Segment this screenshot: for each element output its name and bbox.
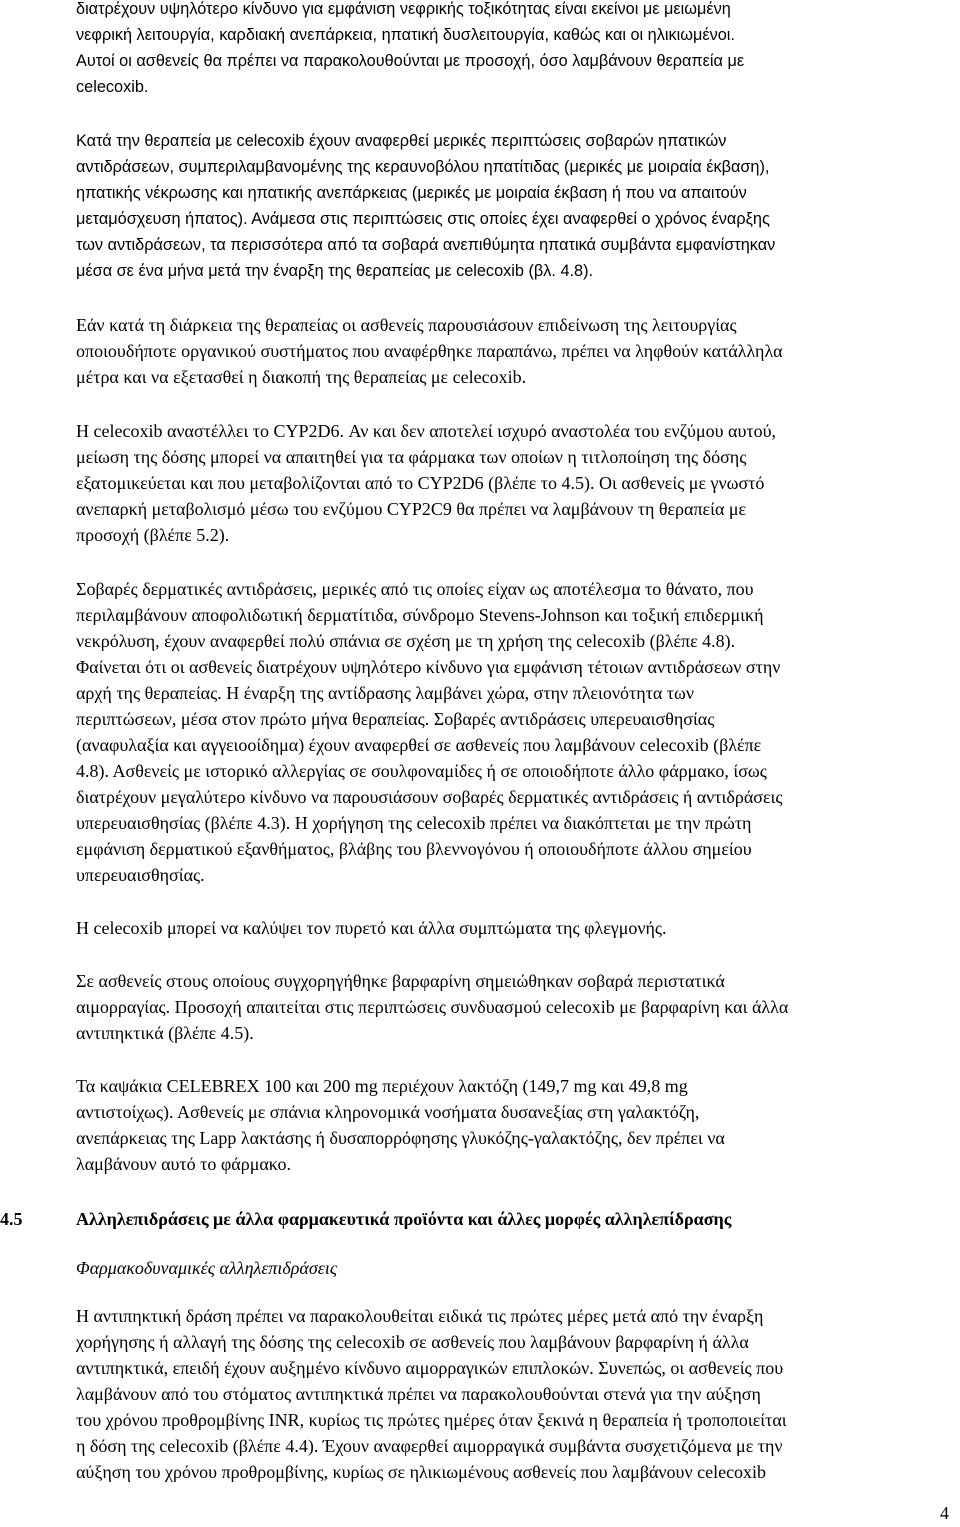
text-line: Η αντιπηκτική δράση πρέπει να παρακολουθείται ειδικά τις πρώτες μέρες μετά από την έναρξη <box>76 1306 764 1326</box>
text-line: Φαίνεται ότι οι ασθενείς διατρέχουν υψηλότερο κίνδυνο για εμφάνιση τέτοιων αντιδράσεων στην <box>76 657 781 677</box>
text-line: υπερευαισθησίας. <box>76 865 205 885</box>
text-line: νεφρική λειτουργία, καρδιακή ανεπάρκεια, ηπατική δυσλειτουργία, καθώς και οι ηλικιωμένοι. <box>76 26 735 44</box>
text-line: αιμορραγίας. Προσοχή απαιτείται στις περιπτώσεις συνδυασμού celecoxib με βαρφαρίνη και άλλα <box>76 997 789 1017</box>
text-line: εξατομικεύεται και που μεταβολίζονται από το CYP2D6 (βλέπε το 4.5). Οι ασθενείς με γνωστό <box>76 473 765 493</box>
text-line: αντιστοίχως). Ασθενείς με σπάνια κληρονομικά νοσήματα δυσανεξίας στη γαλακτόζη, <box>76 1102 700 1122</box>
text-line: μέσα σε ένα μήνα μετά την έναρξη της θεραπείας με celecoxib (βλ. 4.8). <box>76 262 594 280</box>
section-subheading: Φαρμακοδυναμικές αλληλεπιδράσεις <box>76 1258 338 1278</box>
text-line: περιπτώσεων, μέσα στον πρώτο μήνα θεραπείας. Σοβαρές αντιδράσεις υπερευαισθησίας <box>76 709 715 729</box>
section-number: 4.5 <box>0 1209 23 1229</box>
text-line: μείωση της δόσης μπορεί να απαιτηθεί για τα φάρμακα των οποίων η τιτλοποίηση της δόσης <box>76 447 747 467</box>
text-line: αρχή της θεραπείας. Η έναρξη της αντίδρασης λαμβάνει χώρα, στην πλειονότητα των <box>76 683 695 703</box>
paragraph-warfarin <box>76 968 956 1046</box>
text-line: Εάν κατά τη διάρκεια της θεραπείας οι ασθενείς παρουσιάσουν επιδείνωση της λειτουργίας <box>76 315 737 335</box>
text-line: αντιπηκτικά, επειδή έχουν αυξημένο κίνδυνο αιμορραγικών επιπλοκών. Συνεπώς, οι ασθενείς που <box>76 1358 784 1378</box>
text-line: διατρέχουν υψηλότερο κίνδυνο για εμφάνιση νεφρικής τοξικότητας είναι εκείνοι με μειωμένη <box>76 0 731 18</box>
text-line: χορήγησης ή αλλαγή της δόσης της celecoxib σε ασθενείς που λαμβάνουν βαρφαρίνη ή άλλα <box>76 1332 749 1352</box>
paragraph-lactose <box>76 1073 956 1177</box>
text-line: των αντιδράσεων, τα περισσότερα από τα σοβαρά ανεπιθύμητα ηπατικά συμβάντα εμφανίστηκαν <box>76 236 776 254</box>
section-title: Αλληλεπιδράσεις με άλλα φαρμακευτικά προϊόντα και άλλες μορφές αλληλεπίδρασης <box>76 1209 732 1229</box>
paragraph-anticoagulant <box>76 1303 956 1485</box>
text-line: διατρέχουν μεγαλύτερο κίνδυνο να παρουσιάσουν σοβαρές δερματικές αντιδράσεις ή αντιδράσεις <box>76 787 783 807</box>
text-line: λαμβάνουν αυτό το φάρμακο. <box>76 1154 291 1174</box>
text-line: νεκρόλυση, έχουν αναφερθεί πολύ σπάνια σε σχέση με τη χρήση της celecoxib (βλέπε 4.8). <box>76 631 736 651</box>
paragraph-organ-function <box>76 312 956 390</box>
text-line: 4.8). Ασθενείς με ιστορικό αλλεργίας σε σουλφοναμίδες ή σε οποιοδήποτε άλλο φάρμακο, ίσως <box>76 761 767 781</box>
paragraph-fever-masking <box>76 915 956 941</box>
text-line: μεταμόσχευση ήπατος). Ανάμεσα στις περιπτώσεις στις οποίες έχει αναφερθεί ο χρόνος έναρξης <box>76 210 770 228</box>
text-line: Αυτοί οι ασθενείς θα πρέπει να παρακολουθούνται με προσοχή, όσο λαμβάνουν θεραπεία με <box>76 52 745 70</box>
text-line: περιλαμβάνουν αποφολιδωτική δερματίτιδα, σύνδρομο Stevens-Johnson και τοξική επιδερμική <box>76 605 764 625</box>
text-line: υπερευαισθησίας (βλέπε 4.3). Η χορήγηση της celecoxib πρέπει να διακόπτεται με την πρώτη <box>76 813 752 833</box>
text-line: Κατά την θεραπεία με celecoxib έχουν αναφερθεί μερικές περιπτώσεις σοβαρών ηπατικών <box>76 132 727 150</box>
text-line: αντιπηκτικά (βλέπε 4.5). <box>76 1023 254 1043</box>
text-line: (αναφυλαξία και αγγειοοίδημα) έχουν αναφερθεί σε ασθενείς που λαμβάνουν celecoxib (βλέπε <box>76 735 762 755</box>
page-number: 4 <box>940 1503 949 1523</box>
text-line: Η celecoxib αναστέλλει το CYP2D6. Αν και δεν αποτελεί ισχυρό αναστολέα του ενζύμου αυτού, <box>76 421 777 441</box>
text-line: μέτρα και να εξετασθεί η διακοπή της θεραπείας με celecoxib. <box>76 367 527 387</box>
text-line: Τα καψάκια CELEBREX 100 και 200 mg περιέχουν λακτόζη (149,7 mg και 49,8 mg <box>76 1076 688 1096</box>
paragraph-hepatic-reactions <box>76 128 956 284</box>
text-line: ανεπαρκή μεταβολισμό μέσω του ενζύμου CYP2C9 θα πρέπει να λαμβάνουν τη θεραπεία με <box>76 499 747 519</box>
text-line: αντιδράσεων, συμπεριλαμβανομένης της κεραυνοβόλου ηπατίτιδας (μερικές με μοιραία έκβαση), <box>76 158 770 176</box>
text-line: εμφάνιση δερματικού εξανθήματος, βλάβης του βλεννογόνου ή οποιουδήποτε άλλου σημείου <box>76 839 752 859</box>
paragraph-cyp2d6 <box>76 418 956 548</box>
text-line: Η celecoxib μπορεί να καλύψει τον πυρετό και άλλα συμπτώματα της φλεγμονής. <box>76 918 667 938</box>
text-line: ηπατικής νέκρωσης και ηπατικής ανεπάρκειας (μερικές με μοιραία έκβαση ή που να απαιτούν <box>76 184 747 202</box>
text-line: προσοχή (βλέπε 5.2). <box>76 525 230 545</box>
text-line: του χρόνου προθρομβίνης INR, κυρίως τις πρώτες ημέρες όταν ξεκινά η θεραπεία ή τροποποιείται <box>76 1410 787 1430</box>
paragraph-skin-reactions <box>76 576 956 888</box>
text-line: αύξηση του χρόνου προθρομβίνης, κυρίως σε ηλικιωμένους ασθενείς που λαμβάνουν celecoxib <box>76 1462 767 1482</box>
text-line: celecoxib. <box>76 78 149 96</box>
text-line: ανεπάρκειας της Lapp λακτάσης ή δυσαπορρόφησης γλυκόζης-γαλακτόζης, δεν πρέπει να <box>76 1128 725 1148</box>
paragraph-renal-risk <box>76 0 956 100</box>
text-line: λαμβάνουν από του στόματος αντιπηκτικά πρέπει να παρακολουθούνται στενά για την αύξηση <box>76 1384 761 1404</box>
text-line: Σοβαρές δερματικές αντιδράσεις, μερικές από τις οποίες είχαν ως αποτέλεσμα το θάνατο, που <box>76 579 754 599</box>
text-line: Σε ασθενείς στους οποίους συγχορηγήθηκε βαρφαρίνη σημειώθηκαν σοβαρά περιστατικά <box>76 971 725 991</box>
text-line: η δόση της celecoxib (βλέπε 4.4). Έχουν αναφερθεί αιμορραγικά συμβάντα συσχετιζόμενα με την <box>76 1436 783 1456</box>
text-line: οποιουδήποτε οργανικού συστήματος που αναφέρθηκε παραπάνω, πρέπει να ληφθούν κατάλληλα <box>76 341 783 361</box>
